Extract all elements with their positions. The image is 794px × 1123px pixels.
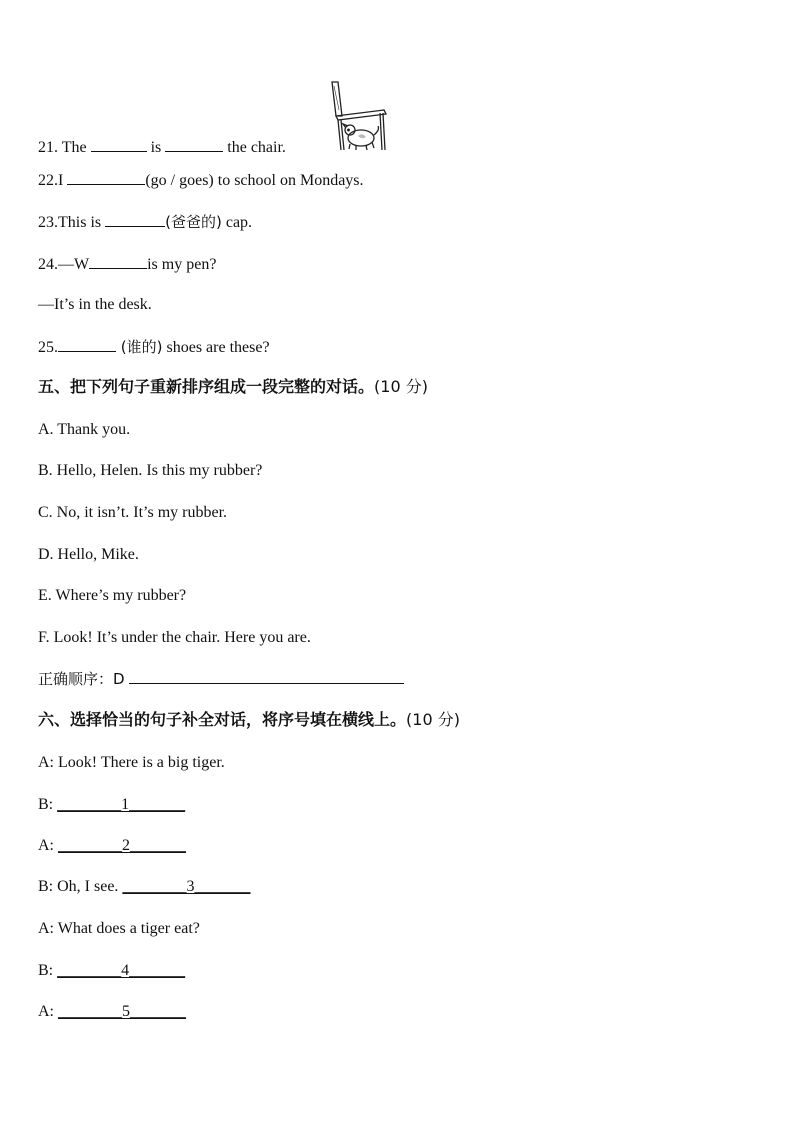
list-item: D. Hello, Mike. bbox=[38, 546, 139, 563]
answer-blank[interactable]: ________5_______ bbox=[58, 1003, 186, 1020]
list-item: A. Thank you. bbox=[38, 421, 131, 438]
list-item: C. No, it isn’t. It’s my rubber. bbox=[38, 504, 228, 521]
dialogue-line: B: ________1_______ bbox=[38, 796, 186, 813]
question-number: 21 bbox=[38, 139, 54, 156]
order-answer-line: 正确顺序：D bbox=[38, 669, 404, 690]
dialogue-line: A: ________2_______ bbox=[38, 837, 186, 854]
answer-blank-1[interactable] bbox=[91, 137, 147, 152]
answer-blank[interactable]: ________3_______ bbox=[122, 878, 251, 895]
question-25: 25. (谁的) shoes are these? bbox=[38, 338, 270, 356]
order-answer-blank[interactable] bbox=[129, 669, 404, 684]
question-23: 23.This is (爸爸的) cap. bbox=[38, 213, 253, 231]
dialogue-line: B: ________4_______ bbox=[38, 962, 186, 979]
list-item: F. Look! It’s under the chair. Here you are. bbox=[38, 629, 311, 646]
list-item: E. Where’s my rubber? bbox=[38, 587, 187, 604]
question-21: 21. The is the chair. bbox=[38, 139, 286, 156]
answer-blank-2[interactable] bbox=[165, 137, 223, 152]
answer-blank[interactable] bbox=[105, 212, 165, 227]
question-24-answer: —It’s in the desk. bbox=[38, 296, 152, 313]
section-6-heading: 六、选择恰当的句子补全对话，将序号填在横线上。(10 分) bbox=[38, 710, 460, 729]
question-22: 22.I (go / goes) to school on Mondays. bbox=[38, 172, 364, 189]
dialogue-line: A: ________5_______ bbox=[38, 1003, 186, 1020]
answer-blank[interactable]: ________2_______ bbox=[58, 837, 186, 854]
answer-blank[interactable] bbox=[58, 337, 116, 352]
dialogue-line: A: Look! There is a big tiger. bbox=[38, 754, 225, 771]
answer-blank[interactable]: ________1_______ bbox=[57, 796, 186, 813]
dialogue-line: A: What does a tiger eat? bbox=[38, 920, 200, 937]
answer-blank[interactable]: ________4_______ bbox=[57, 962, 186, 979]
list-item: B. Hello, Helen. Is this my rubber? bbox=[38, 462, 263, 479]
answer-blank[interactable] bbox=[89, 254, 147, 269]
answer-blank[interactable] bbox=[67, 170, 145, 185]
section-5-heading: 五、把下列句子重新排序组成一段完整的对话。(10 分) bbox=[38, 377, 428, 396]
chair-with-dog-under-icon bbox=[328, 80, 388, 154]
dialogue-line: B: Oh, I see. ________3_______ bbox=[38, 878, 251, 895]
question-24: 24.—W is my pen? bbox=[38, 256, 217, 273]
